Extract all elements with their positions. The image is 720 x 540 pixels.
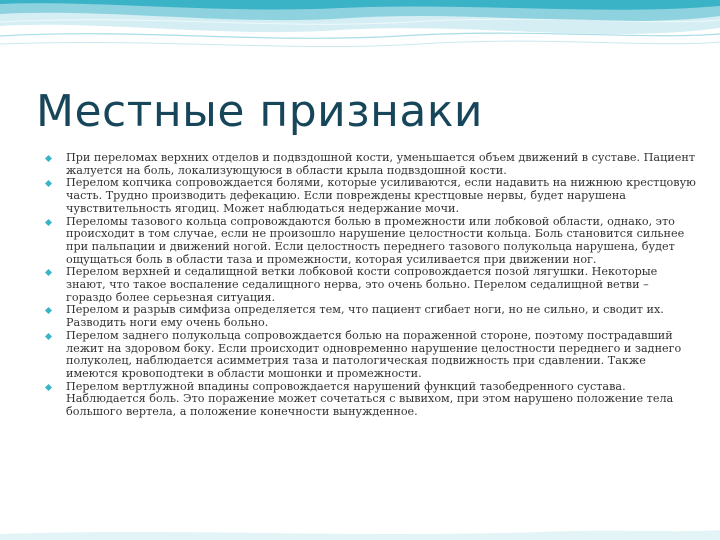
footer-wave-decoration (0, 524, 720, 540)
list-item (44, 152, 696, 177)
list-item-text: Перелом и разрыв симфиза определяется тем, что пациент сгибает ноги, но не сильно, и сводит их. Разводить ноги ему очень больно. (66, 303, 664, 330)
list-item-text: Переломы тазового кольца сопровождаются болью в промежности или лобковой области, однако, это происходит в том случае, если не произошло нарушение целостности кольца. Боль становится сильнее при пальпации и движений ногой. Если целостность переднего тазового полукольца нарушена, будет ощущаться боль в области таза и промежности, которая усиливается при движении ног. (66, 214, 685, 266)
bullet-diamond-icon (45, 269, 52, 276)
bullet-list (44, 152, 696, 419)
bullet-diamond-icon (45, 155, 52, 162)
bullet-diamond-icon (45, 219, 52, 226)
list-item (44, 266, 696, 304)
list-item (44, 330, 696, 381)
header-wave-decoration (0, 0, 720, 76)
list-item-text: При переломах верхних отделов и подвздошной кости, уменьшается объем движений в суставе. Пациент жалуется на боль, локализующуюся в области крыла подвздошной кости. (66, 151, 696, 177)
list-item-text: Перелом верхней и седалищной ветки лобковой кости сопровождается позой лягушки. Некоторые знают, что такое воспаление седалищного нерва, это очень больно. Перелом седалищной ветви – гораздо более серьезная ситуация. (66, 265, 658, 304)
list-item (44, 381, 696, 419)
list-item-text: Перелом вертлужной впадины сопровождается нарушений функций тазобедренного сустава. Наблюдается боль. Это поражение может сочетаться с вывихом, при этом нарушено положение тела большого вертела, а положение конечности вынужденное. (66, 379, 674, 419)
list-item (44, 304, 696, 329)
bullet-diamond-icon (45, 333, 52, 340)
bullet-diamond-icon (45, 384, 52, 391)
bullet-diamond-icon (45, 307, 52, 314)
bullet-diamond-icon (45, 180, 52, 187)
page-title: Местные признаки (36, 86, 484, 137)
list-item (44, 216, 696, 267)
list-item-text: Перелом копчика сопровождается болями, которые усиливаются, если надавить на нижнюю крестцовую часть. Трудно производить дефекацию. Если повреждены крестцовые нервы, будет нарушена чувствительность ягодиц. Может наблюдаться недержание мочи. (66, 176, 696, 215)
list-item (44, 177, 696, 215)
list-item-text: Перелом заднего полукольца сопровождается болью на пораженной стороне, поэтому пострадавший лежит на здоровом боку. Если происходит одновременно нарушение целостности переднего и заднего полуколец, наблюдается асимметрия таза и патологическая подвижность при сдавлении. Также имеются кровоподтеки в области мошонки и промежности. (66, 328, 682, 380)
